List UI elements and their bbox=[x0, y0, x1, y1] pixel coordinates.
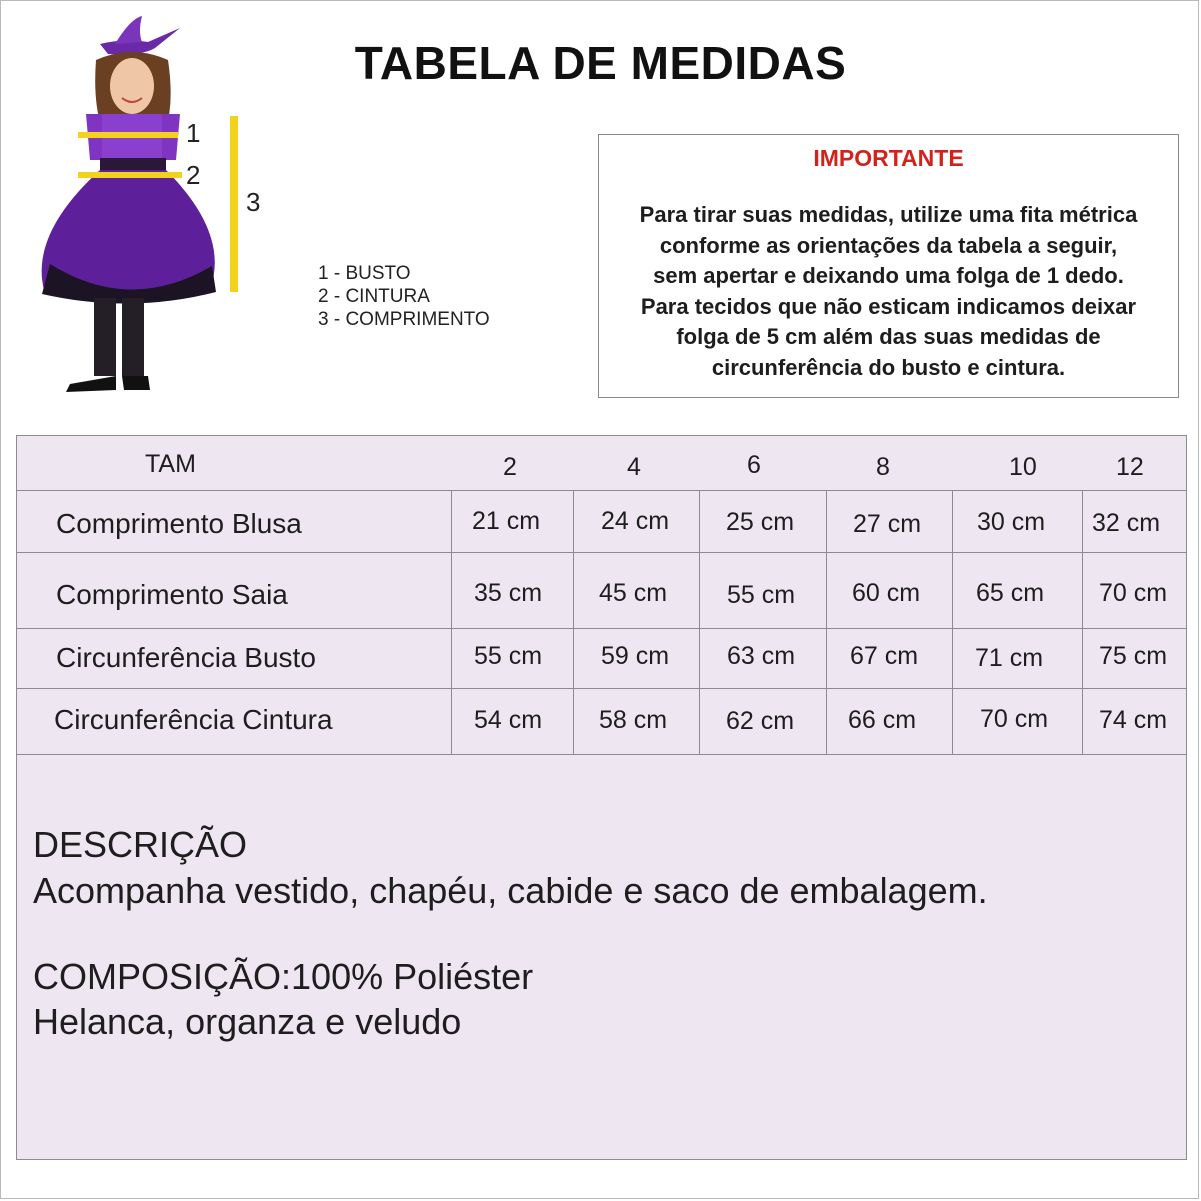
table-cell: 35 cm bbox=[474, 579, 543, 607]
description-text: Acompanha vestido, chapéu, cabide e saco de embalagem. bbox=[33, 870, 988, 911]
legend-item: 1 - BUSTO bbox=[318, 263, 411, 284]
table-divider bbox=[573, 490, 574, 754]
table-cell: 70 cm bbox=[980, 705, 1049, 733]
length-mark-label: 3 bbox=[246, 187, 261, 217]
important-line: sem apertar e deixando uma folga de 1 dedo. bbox=[653, 263, 1124, 288]
important-notice bbox=[598, 134, 1179, 398]
table-divider bbox=[17, 754, 1186, 755]
size-column-header: 4 bbox=[627, 453, 641, 481]
table-cell: 65 cm bbox=[976, 579, 1045, 607]
description-heading: DESCRIÇÃO bbox=[33, 824, 248, 865]
important-line: Para tecidos que não esticam indicamos deixar bbox=[640, 293, 1137, 319]
row-label: Circunferência Busto bbox=[56, 642, 316, 673]
important-line: circunferência do busto e cintura. bbox=[711, 354, 1066, 380]
table-cell: 24 cm bbox=[601, 507, 670, 535]
table-divider bbox=[1082, 490, 1083, 754]
table-cell: 54 cm bbox=[474, 706, 543, 734]
table-cell: 59 cm bbox=[601, 642, 670, 670]
size-table bbox=[16, 435, 1187, 1160]
costume-figure bbox=[30, 14, 270, 394]
table-divider bbox=[17, 688, 1186, 689]
table-divider bbox=[17, 490, 1186, 491]
table-cell: 32 cm bbox=[1092, 509, 1161, 537]
page-title: TABELA DE MEDIDAS bbox=[354, 37, 847, 89]
table-divider bbox=[17, 552, 1186, 553]
table-cell: 30 cm bbox=[977, 508, 1046, 536]
row-label: Comprimento Saia bbox=[56, 579, 288, 610]
waist-mark-label: 2 bbox=[186, 160, 201, 190]
important-text bbox=[599, 200, 1178, 383]
table-cell: 55 cm bbox=[727, 581, 796, 609]
table-cell: 67 cm bbox=[850, 642, 919, 670]
size-column-header: 2 bbox=[503, 453, 517, 481]
table-cell: 74 cm bbox=[1099, 706, 1168, 734]
table-cell: 58 cm bbox=[599, 706, 668, 734]
table-cell: 21 cm bbox=[472, 507, 541, 535]
legend-item: 3 - COMPRIMENTO bbox=[318, 309, 490, 330]
table-cell: 63 cm bbox=[727, 642, 796, 670]
table-divider bbox=[699, 490, 700, 754]
bust-mark-label: 1 bbox=[186, 118, 201, 148]
composition-text: COMPOSIÇÃO:100% Poliéster bbox=[33, 956, 534, 997]
table-cell: 45 cm bbox=[599, 579, 668, 607]
table-cell: 55 cm bbox=[474, 642, 543, 670]
table-cell: 66 cm bbox=[848, 706, 917, 734]
table-cell: 25 cm bbox=[726, 508, 795, 536]
table-divider bbox=[952, 490, 953, 754]
table-cell: 27 cm bbox=[853, 510, 922, 538]
important-heading: IMPORTANTE bbox=[813, 145, 964, 171]
table-cell: 75 cm bbox=[1099, 642, 1168, 670]
legend-item: 2 - CINTURA bbox=[318, 286, 430, 307]
materials-text: Helanca, organza e veludo bbox=[33, 1001, 462, 1042]
size-column-header: 12 bbox=[1116, 453, 1144, 481]
important-line: folga de 5 cm além das suas medidas de bbox=[676, 324, 1101, 349]
size-column-header: 10 bbox=[1009, 453, 1037, 481]
table-cell: 60 cm bbox=[852, 579, 921, 607]
witch-costume-illustration bbox=[30, 14, 270, 394]
row-label: Circunferência Cintura bbox=[54, 704, 333, 735]
size-column-header: 8 bbox=[876, 453, 890, 481]
table-cell: 62 cm bbox=[726, 707, 795, 735]
table-divider bbox=[17, 628, 1186, 629]
table-divider bbox=[451, 490, 452, 754]
important-line: conforme as orientações da tabela a seguir, bbox=[659, 232, 1118, 258]
measurement-legend bbox=[318, 262, 490, 331]
table-cell: 71 cm bbox=[975, 644, 1044, 672]
table-divider bbox=[826, 490, 827, 754]
size-column-header: 6 bbox=[747, 451, 761, 479]
row-label: Comprimento Blusa bbox=[56, 508, 302, 539]
size-header-label: TAM bbox=[145, 450, 196, 478]
table-cell: 70 cm bbox=[1099, 579, 1168, 607]
important-line: Para tirar suas medidas, utilize uma fita métrica bbox=[639, 202, 1138, 227]
